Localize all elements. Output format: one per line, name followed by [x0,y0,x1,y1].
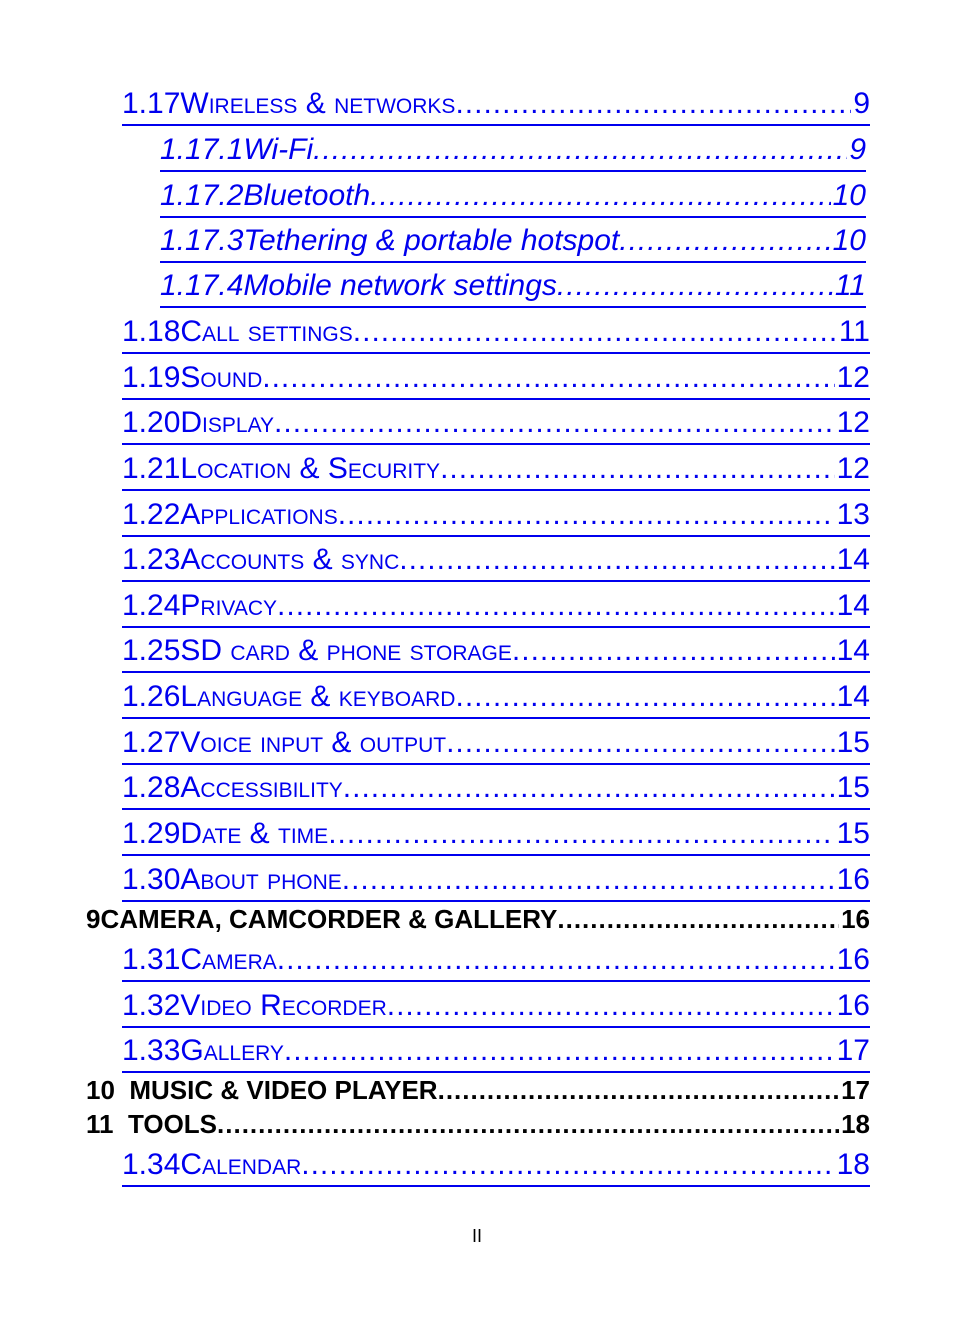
toc-leader [455,679,834,715]
toc-leader [438,1074,839,1106]
toc-entry-1-32[interactable] [122,988,870,1028]
toc-title: TOOLS [127,1109,218,1139]
toc-page-number: 14 [836,543,870,576]
toc-number: 9 [86,904,101,934]
toc-leader [274,405,835,441]
toc-title: Privacy [180,589,278,622]
toc-page-number: 12 [836,452,870,485]
toc-page-number: 16 [836,863,870,896]
toc-number: 1.17.2 [160,179,244,212]
toc-title: About phone [180,863,342,896]
toc-number: 1.17.3 [160,224,244,257]
toc-number: 1.20 [122,406,181,439]
toc-leader [619,223,830,259]
footer-page-number: II [471,1226,482,1246]
toc-page-number: 9 [853,87,870,120]
toc-leader [284,1033,835,1069]
toc-entry-1-22[interactable] [122,497,870,537]
toc-page-number: 14 [836,634,870,667]
toc-entry-1-20[interactable] [122,405,870,445]
toc-title: Bluetooth [243,179,371,212]
toc-leader [328,816,834,852]
toc-chapter-10 [86,1074,870,1108]
toc-entry-1-17-1[interactable] [160,132,866,172]
toc-leader [399,542,834,578]
toc-page-number: 12 [836,406,870,439]
toc-chapter-9 [86,903,870,937]
toc-leader [387,988,835,1024]
toc-page-number: 11 [834,269,866,302]
toc-entry-1-17[interactable] [122,86,870,126]
toc-leader [440,451,835,487]
toc-number: 1.22 [122,498,181,531]
toc-number: 1.17.4 [160,269,244,302]
toc-page-number: 10 [832,224,866,257]
toc-entry-1-28[interactable] [122,770,870,810]
toc-entry-1-25[interactable] [122,633,870,673]
toc-title: CAMERA, CAMCORDER & GALLERY [100,904,558,934]
toc-leader [342,862,835,898]
toc-page-number: 17 [836,1034,870,1067]
toc-leader [557,903,839,935]
toc-entry-1-34[interactable] [122,1147,870,1187]
toc-page-number: 15 [836,817,870,850]
toc-title: Wireless & networks [180,87,456,120]
toc-page-number: 11 [838,315,870,348]
toc-page-number: 14 [836,589,870,622]
toc-title: SD card & phone storage [180,634,512,667]
toc-number: 1.29 [122,817,181,850]
toc-title: Gallery [180,1034,284,1067]
toc-title: Location & Security [180,452,441,485]
toc-title: Accounts & sync [180,543,400,576]
toc-number: 1.28 [122,771,181,804]
toc-page-number: 15 [836,771,870,804]
toc-leader [512,633,835,669]
toc-number: 1.24 [122,589,181,622]
toc-number: 1.17.1 [160,133,244,166]
toc-leader [277,942,835,978]
toc-leader [353,314,837,350]
toc-number: 10 [86,1075,130,1105]
toc-number: 1.34 [122,1148,181,1181]
toc-entry-1-19[interactable] [122,360,870,400]
toc-leader [343,770,835,806]
toc-title: MUSIC & VIDEO PLAYER [129,1075,438,1105]
toc-number: 1.26 [122,680,181,713]
toc-number: 1.31 [122,943,181,976]
toc-title: Display [180,406,275,439]
toc-number: 1.25 [122,634,181,667]
toc-title: Accessibility [180,771,343,804]
toc-leader [338,497,835,533]
toc-chapter-11 [86,1108,870,1142]
toc-title: Calendar [180,1148,302,1181]
toc-leader [370,178,830,214]
toc-page-number: 18 [841,1109,870,1139]
toc-page-number: 15 [836,726,870,759]
toc-leader [557,268,833,304]
toc-title: Language & keyboard [180,680,456,713]
toc-entry-1-29[interactable] [122,816,870,856]
toc-entry-1-17-2[interactable] [160,178,866,218]
toc-entry-1-30[interactable] [122,862,870,902]
toc-page-number: 9 [849,133,866,166]
toc-title: Voice input & output [180,726,447,759]
toc-number: 1.23 [122,543,181,576]
toc-page-number: 12 [836,361,870,394]
toc-entry-1-18[interactable] [122,314,870,354]
toc-entry-1-24[interactable] [122,588,870,628]
toc-leader [446,725,835,761]
toc-leader [313,132,847,168]
toc-entry-1-21[interactable] [122,451,870,491]
toc-title: Video Recorder [180,989,387,1022]
toc-leader [455,86,851,122]
toc-page-number: 17 [841,1075,870,1105]
toc-page-number: 16 [836,943,870,976]
toc-title: Mobile network settings [243,269,557,302]
toc-number: 11 [86,1109,128,1139]
toc-title: Wi-Fi [243,133,314,166]
toc-leader [277,588,835,624]
toc-entry-1-33[interactable] [122,1033,870,1073]
toc-title: Applications [180,498,338,531]
toc-page-number: 14 [836,680,870,713]
toc-entry-1-27[interactable] [122,725,870,765]
toc-title: Tethering & portable hotspot [243,224,620,257]
toc-title: Date & time [180,817,329,850]
toc-title: Sound [180,361,263,394]
toc-number: 1.19 [122,361,181,394]
toc-title: Camera [180,943,277,976]
toc-page-number: 16 [841,904,870,934]
toc-leader [217,1108,839,1140]
toc-entry-1-23[interactable] [122,542,870,582]
toc-page-number: 16 [836,989,870,1022]
toc-number: 1.32 [122,989,181,1022]
toc-leader [262,360,834,396]
toc-leader [301,1147,834,1183]
toc-page-number: 13 [836,498,870,531]
toc-page-number: 18 [836,1148,870,1181]
toc-page-number: 10 [832,179,866,212]
toc-number: 1.30 [122,863,181,896]
toc-number: 1.33 [122,1034,181,1067]
toc-entry-1-17-3[interactable] [160,223,866,263]
toc-entry-1-26[interactable] [122,679,870,719]
toc-title: Call settings [180,315,353,348]
toc-number: 1.17 [122,87,181,120]
toc-number: 1.21 [122,452,181,485]
toc-number: 1.27 [122,726,181,759]
toc-number: 1.18 [122,315,181,348]
toc-entry-1-31[interactable] [122,942,870,982]
toc-entry-1-17-4[interactable] [160,268,866,308]
